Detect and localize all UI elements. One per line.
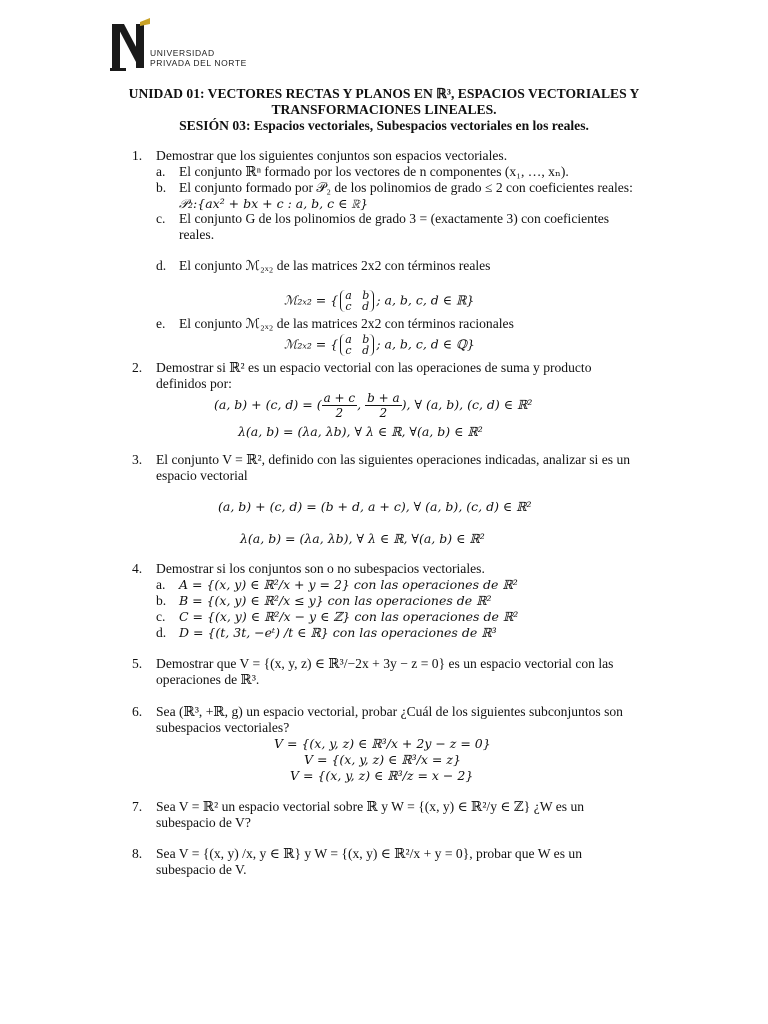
- item-2-frac-2: $\frac{b + a}{2}$: [367, 391, 400, 420]
- item-6-subset-3: V = {(x, y, z) ∈ ℝ³/z = x − 2}: [290, 768, 474, 783]
- item-4b-text: B = {(x, y) ∈ ℝ²/x ≤ y} con las operaciones de ℝ²: [179, 593, 492, 608]
- item-1d-math-left: ℳ₂ₓ₂ = {: [284, 292, 339, 308]
- session-title: SESIÓN 03: Espacios vectoriales, Subespacios vectoriales en los reales.: [179, 118, 589, 133]
- item-1c-text-1: El conjunto G de los polinomios de grado 3 = (exactamente 3) con coeficientes: [179, 211, 610, 226]
- item-4d-text: D = {(t, 3t, −eᵗ) /t ∈ ℝ} con las operaciones de ℝ³: [179, 625, 497, 640]
- item-1a-label: a.: [156, 164, 166, 179]
- item-1b-label: b.: [156, 180, 167, 195]
- unit-title-line-1: UNIDAD 01: VECTORES RECTAS Y PLANOS EN ℝ³, ESPACIOS VECTORIALES Y: [128, 86, 640, 101]
- item-1-text: Demostrar que los siguientes conjuntos son espacios vectoriales.: [156, 148, 508, 163]
- item-7-text-1: Sea V = ℝ² un espacio vectorial sobre ℝ y W = {(x, y) ∈ ℝ²/y ∈ ℤ} ¿W es un: [156, 799, 585, 814]
- item-1d-label: d.: [156, 258, 167, 273]
- item-5-number: 5.: [132, 656, 143, 671]
- item-4c-label: c.: [156, 609, 166, 624]
- item-1-number: 1.: [132, 148, 143, 163]
- item-2-product-operation: λ(a, b) = (λa, λb), ∀ λ ∈ ℝ, ∀(a, b) ∈ ℝ²: [238, 424, 483, 439]
- item-2-text-2: definidos por:: [156, 376, 232, 391]
- item-3-product-operation: λ(a, b) = (λa, λb), ∀ λ ∈ ℝ, ∀(a, b) ∈ ℝ²: [240, 531, 485, 546]
- item-1d-matrix: a b c d: [340, 290, 374, 312]
- item-6-subset-2: V = {(x, y, z) ∈ ℝ³/x = z}: [304, 752, 461, 767]
- item-5-text-2: operaciones de ℝ³.: [156, 672, 260, 687]
- item-8-text-1: Sea V = {(x, y) /x, y ∈ ℝ} y W = {(x, y) ∈ ℝ²/x + y = 0}, probar que W es un: [156, 846, 582, 861]
- item-1d-text: El conjunto ℳ₂ₓ₂ de las matrices 2x2 con términos reales: [179, 258, 491, 273]
- item-1d-math-right: ; a, b, c, d ∈ ℝ}: [376, 292, 475, 308]
- item-4b-label: b.: [156, 593, 167, 608]
- item-1a-text: El conjunto ℝⁿ formado por los vectores de n componentes (x₁, …, xₙ).: [179, 164, 569, 179]
- logo-n-mark: [110, 18, 152, 72]
- item-1e-matrix: a b c d: [340, 334, 374, 356]
- item-2-text-1: Demostrar si ℝ² es un espacio vectorial con las operaciones de suma y producto: [156, 360, 592, 375]
- item-4a-text: A = {(x, y) ∈ ℝ²/x + y = 2} con las operaciones de ℝ²: [179, 577, 518, 592]
- item-1c-text-2: reales.: [179, 227, 215, 242]
- item-6-subset-1: V = {(x, y, z) ∈ ℝ³/x + 2y − z = 0}: [274, 736, 491, 751]
- item-1c-label: c.: [156, 211, 166, 226]
- unit-title-line-2: TRANSFORMACIONES LINEALES.: [271, 102, 497, 117]
- item-1e-text: El conjunto ℳ₂ₓ₂ de las matrices 2x2 con términos racionales: [179, 316, 514, 331]
- item-1e-math-left: ℳ₂ₓ₂ = {: [284, 336, 339, 352]
- item-1d-math: [284, 290, 474, 312]
- item-6-number: 6.: [132, 704, 143, 719]
- item-2-frac-1: $\frac{a + c}{2}$: [323, 391, 356, 420]
- item-1b-text: El conjunto formado por 𝒫₂ de los polinomios de grado ≤ 2 con coeficientes reales:: [179, 180, 633, 195]
- logo-line-1: UNIVERSIDAD: [150, 48, 215, 58]
- item-4d-label: d.: [156, 625, 167, 640]
- item-8-text-2: subespacio de V.: [156, 862, 247, 877]
- item-1e-math-right: ; a, b, c, d ∈ ℚ}: [376, 336, 475, 352]
- item-3-text-1: El conjunto V = ℝ², definido con las siguientes operaciones indicadas, analizar si es un: [156, 452, 631, 467]
- university-logo: [110, 18, 270, 72]
- item-1e-math: [284, 334, 475, 356]
- item-7-text-2: subespacio de V?: [156, 815, 251, 830]
- item-5-text-1: Demostrar que V = {(x, y, z) ∈ ℝ³/−2x + 3y − z = 0} es un espacio vectorial con las: [156, 656, 614, 671]
- item-1e-label: e.: [156, 316, 166, 331]
- item-4c-text: C = {(x, y) ∈ ℝ²/x − y ∈ ℤ} con las operaciones de ℝ²: [179, 609, 519, 624]
- item-8-number: 8.: [132, 846, 143, 861]
- item-2-sum-operation: (a, b) + (c, d) = ( $\frac{a + c}{2}$ , $\frac{b + a}{2}$ ), ∀ (a, b), (c, d) ∈ ℝ²: [214, 391, 533, 420]
- item-2-number: 2.: [132, 360, 143, 375]
- item-7-number: 7.: [132, 799, 143, 814]
- logo-line-2: PRIVADA DEL NORTE: [150, 58, 247, 68]
- item-4-text: Demostrar si los conjuntos son o no subespacios vectoriales.: [156, 561, 485, 576]
- item-4a-label: a.: [156, 577, 166, 592]
- item-3-text-2: espacio vectorial: [156, 468, 248, 483]
- item-6-text-2: subespacios vectoriales?: [156, 720, 290, 735]
- item-6-text-1: Sea (ℝ³, +ℝ, g) un espacio vectorial, probar ¿Cuál de los siguientes subconjuntos son: [156, 704, 623, 719]
- item-3-number: 3.: [132, 452, 143, 467]
- item-1b-math: 𝒫₂:{ax² + bx + c : a, b, c ∈ ℝ}: [179, 196, 369, 211]
- logo-text: [150, 48, 247, 68]
- item-4-number: 4.: [132, 561, 143, 576]
- item-3-sum-operation: (a, b) + (c, d) = (b + d, a + c), ∀ (a, b), (c, d) ∈ ℝ²: [218, 499, 532, 514]
